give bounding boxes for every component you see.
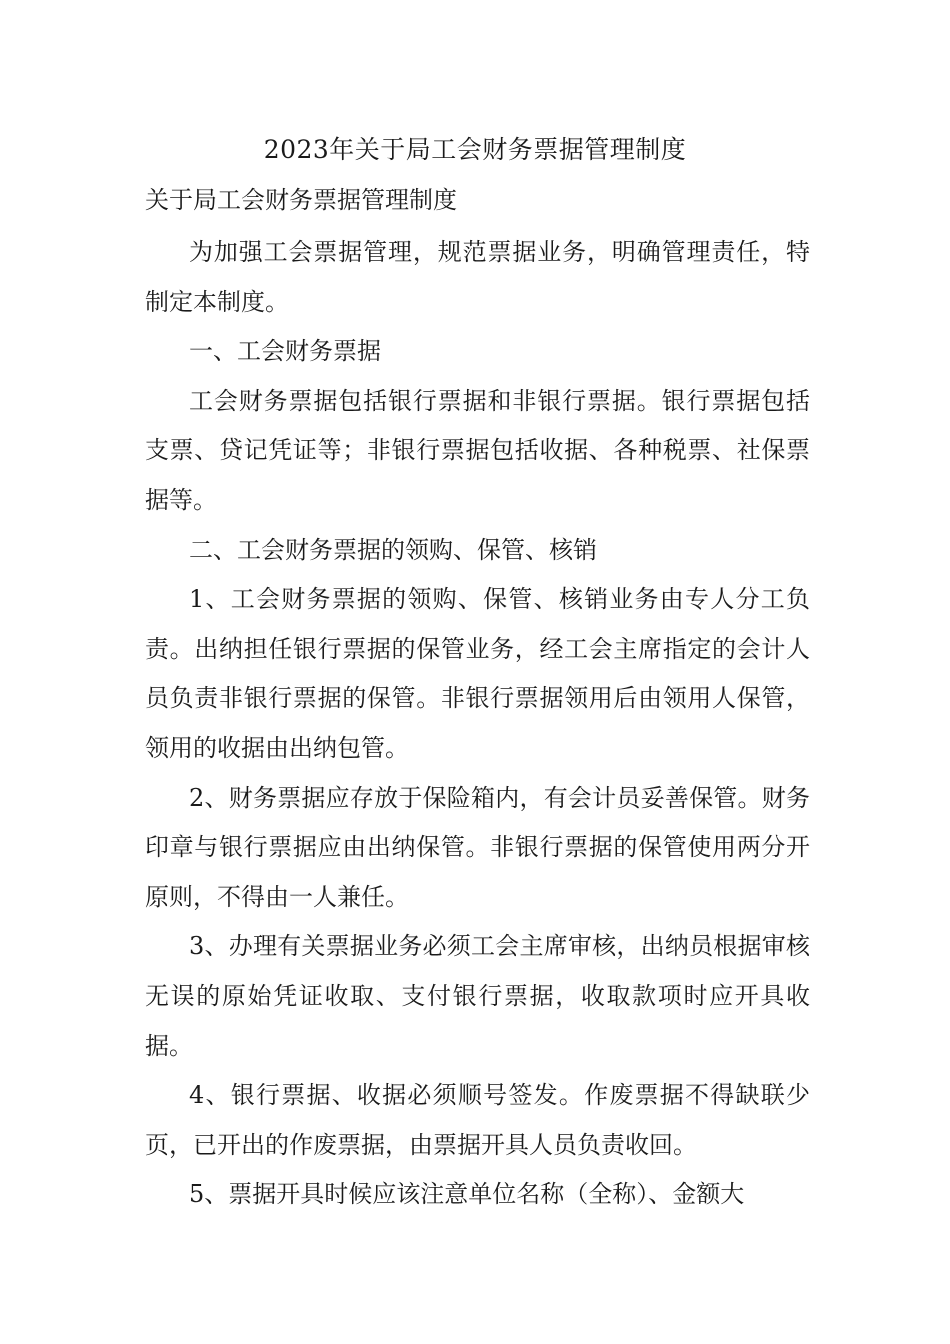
document-title: 2023年关于局工会财务票据管理制度 bbox=[263, 135, 687, 164]
paragraph-item-3: 3、办理有关票据业务必须工会主席审核，出纳员根据审核无误的原始凭证收取、支付银行票据，收取款项时应开具收据。 bbox=[145, 932, 810, 1060]
paragraph-item-2: 2、财务票据应存放于保险箱内，有会计员妥善保管。财务印章与银行票据应由出纳保管。非银行票据的保管使用两分开原则，不得由一人兼任。 bbox=[145, 783, 810, 911]
paragraph-item-1: 1、工会财务票据的领购、保管、核销业务由专人分工负责。出纳担任银行票据的保管业务，经工会主席指定的会计人员负责非银行票据的保管。非银行票据领用后由领用人保管，领用的收据由出纳包管。 bbox=[145, 585, 810, 762]
document-body bbox=[145, 228, 810, 1220]
section-heading-2: 二、工会财务票据的领购、保管、核销 bbox=[189, 535, 597, 564]
paragraph-intro: 为加强工会票据管理，规范票据业务，明确管理责任，特制定本制度。 bbox=[145, 238, 810, 316]
paragraph-1: 工会财务票据包括银行票据和非银行票据。银行票据包括支票、贷记凭证等；非银行票据包括收据、各种税票、社保票据等。 bbox=[145, 386, 810, 514]
paragraph-item-4: 4、银行票据、收据必须顺号签发。作废票据不得缺联少页，已开出的作废票据，由票据开具人员负责收回。 bbox=[145, 1081, 810, 1159]
section-heading-1: 一、工会财务票据 bbox=[189, 337, 381, 366]
document-subtitle: 关于局工会财务票据管理制度 bbox=[145, 186, 457, 214]
paragraph-item-5: 5、票据开具时候应该注意单位名称（全称）、金额大 bbox=[189, 1180, 745, 1209]
